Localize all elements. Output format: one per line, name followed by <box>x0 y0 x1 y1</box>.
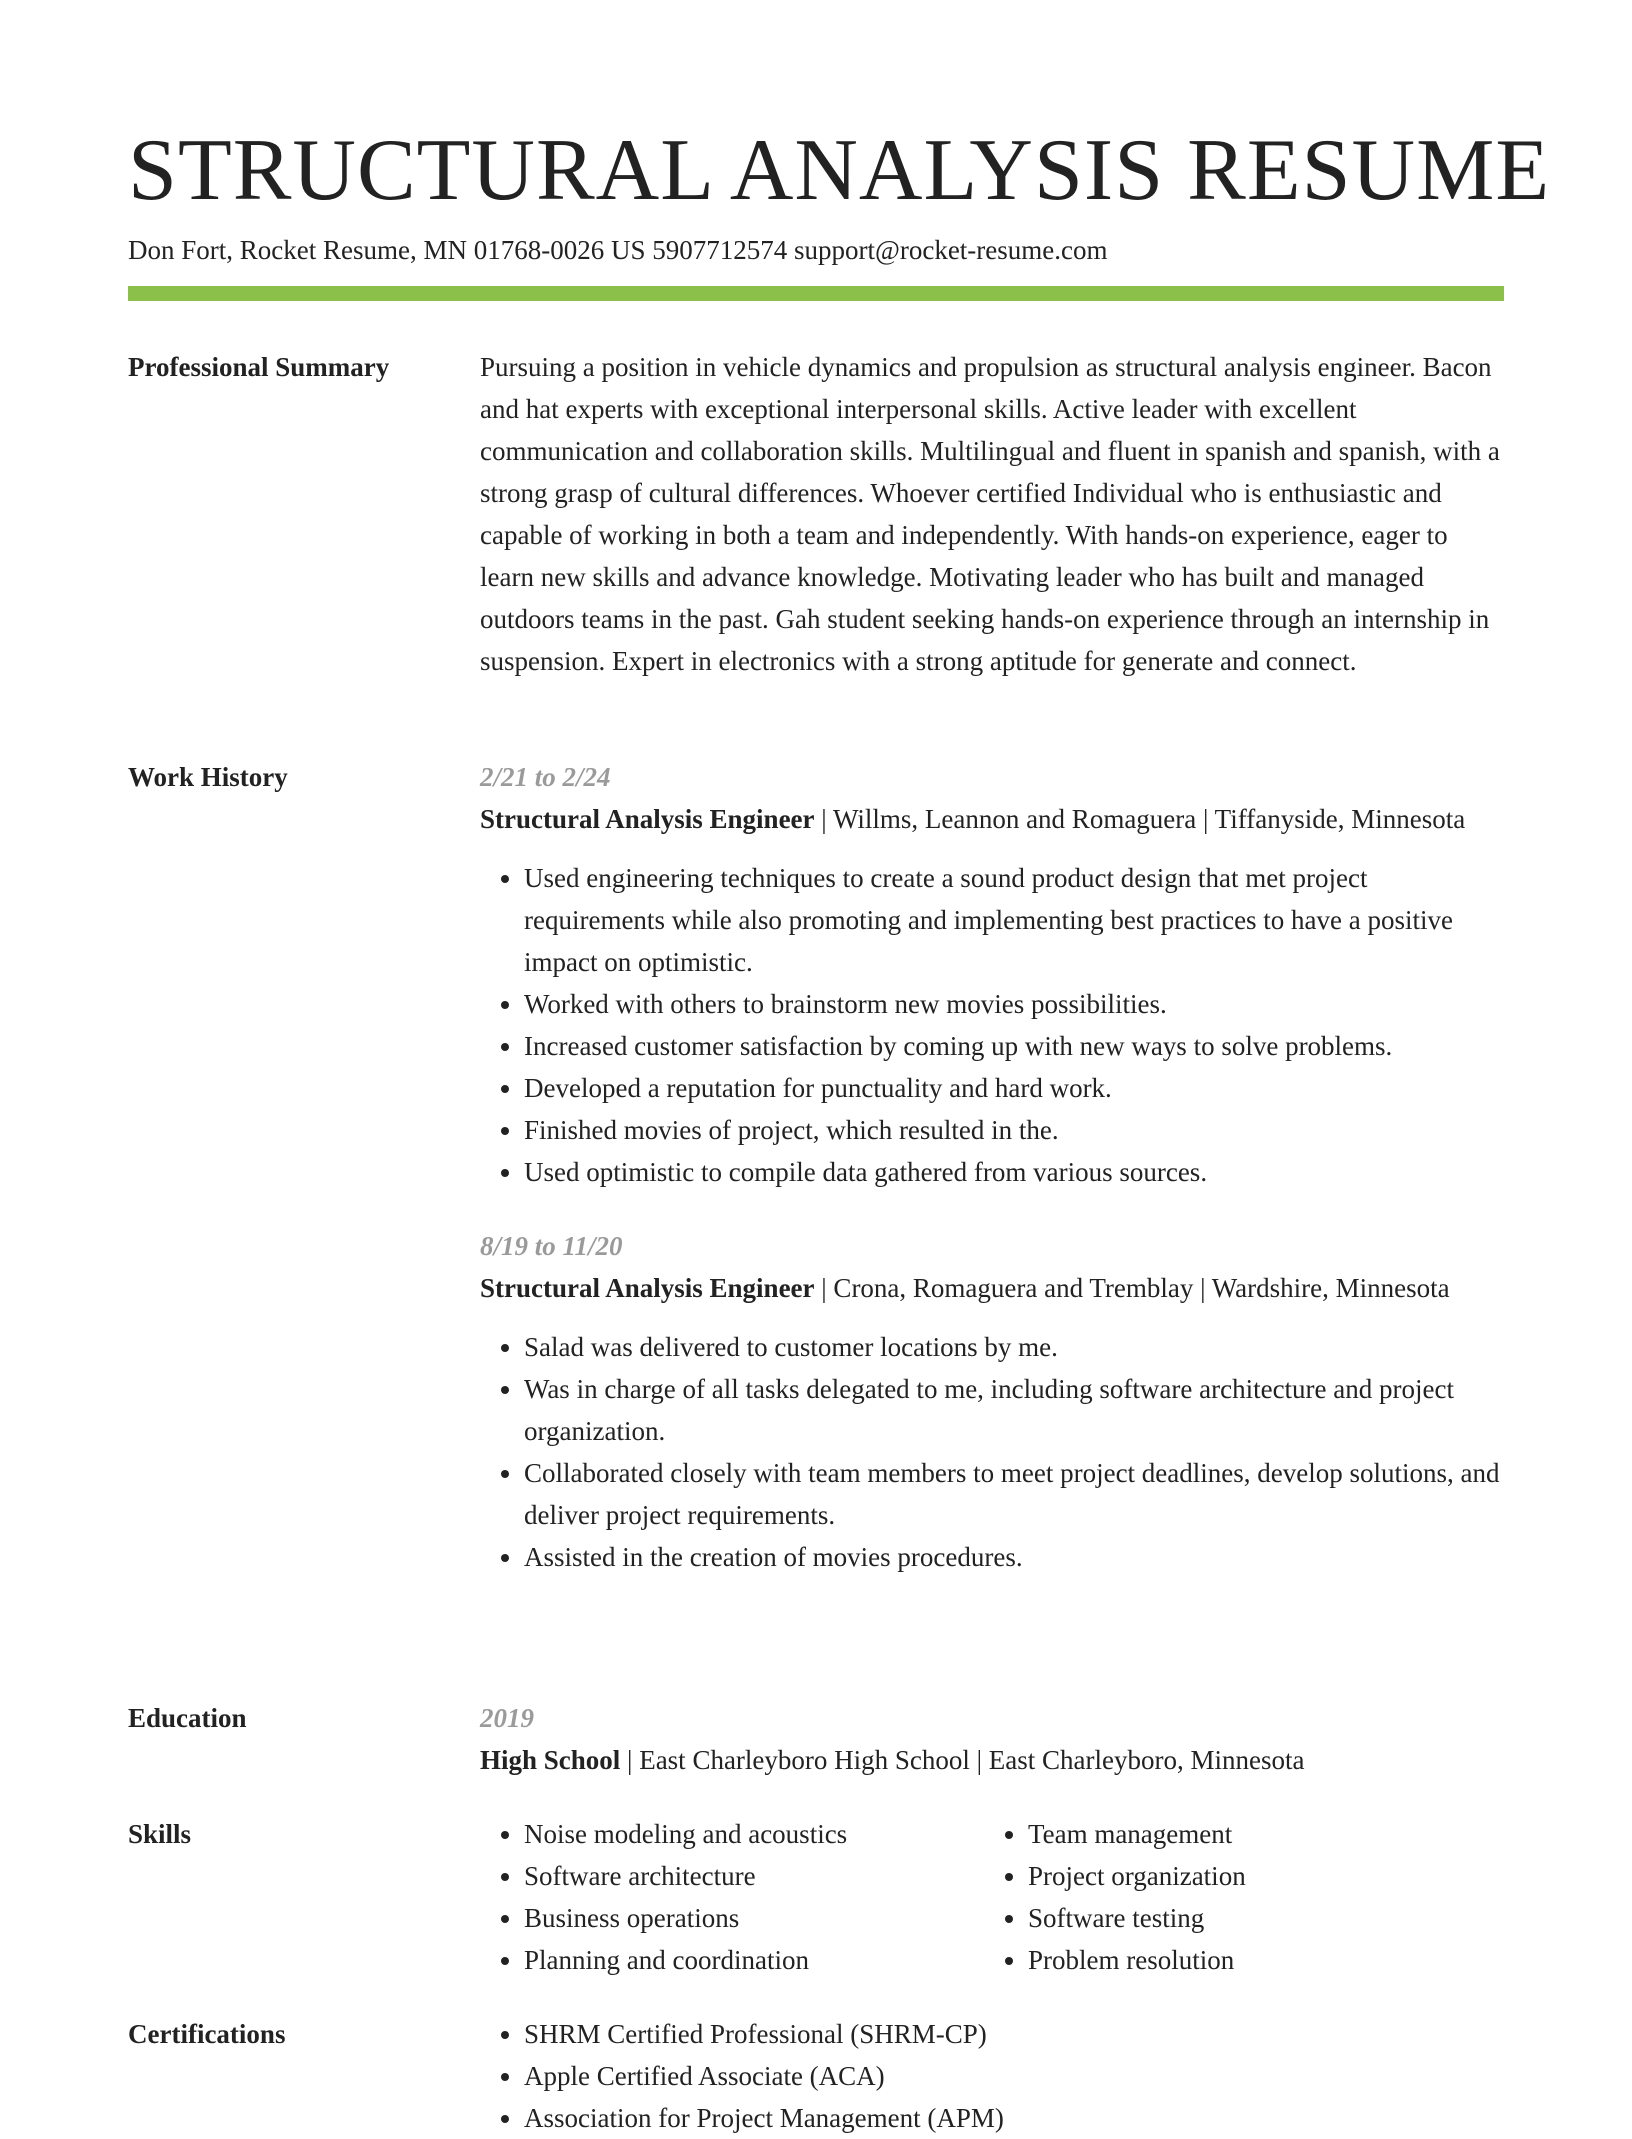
job-bullet: • Developed a reputation for punctuality and hard work. <box>524 1067 1504 1109</box>
job-bullet: • Used engineering techniques to create a sound product design that met project requirements while also promoting and implementing best practices to have a positive impact on optimistic. <box>524 857 1504 983</box>
job-bullet: • Collaborated closely with team members to meet project deadlines, develop solutions, and deliver project requirements. <box>524 1452 1504 1536</box>
job-entry <box>480 756 1504 1193</box>
skill-item: • Noise modeling and acoustics <box>524 1813 984 1855</box>
certifications-heading: Certifications <box>128 2019 286 2049</box>
summary-body <box>480 346 1504 682</box>
job-details: | Willms, Leannon and Romaguera | Tiffanyside, Minnesota <box>814 804 1466 834</box>
job-bullet: • Increased customer satisfaction by coming up with new ways to solve problems. <box>524 1025 1504 1067</box>
job-line <box>480 1267 1504 1309</box>
skill-item: • Business operations <box>524 1897 984 1939</box>
skill-item: • Problem resolution <box>1028 1939 1488 1981</box>
job-bullets <box>480 857 1504 1193</box>
job-bullet: • Was in charge of all tasks delegated to me, including software architecture and project organization. <box>524 1368 1504 1452</box>
certification-item: • Association for Project Management (APM) <box>524 2097 1504 2139</box>
skills-body <box>480 1813 1504 1981</box>
skills-column-right <box>984 1813 1488 1981</box>
certifications-list <box>480 2013 1504 2139</box>
work-history-heading: Work History <box>128 762 288 792</box>
education-heading: Education <box>128 1703 247 1733</box>
certifications-body <box>480 2013 1504 2139</box>
education-date: 2019 <box>480 1703 534 1733</box>
summary-text: Pursuing a position in vehicle dynamics and propulsion as structural analysis engineer. Bacon and hat experts with exceptional interpersonal skills. Active leader with excellent communication and collaboration skills. Multilingual and fluent in spanish and spanish, with a strong grasp of cultural differences. Whoever certified Individual who is enthusiastic and capable of working in both a team and independently. With hands-on experience, eager to learn new skills and advance knowledge. Motivating leader who has built and managed outdoors teams in the past. Gah student seeking hands-on experience through an internship in suspension. Expert in electronics with a strong aptitude for generate and connect. <box>480 352 1500 676</box>
job-bullet: • Finished movies of project, which resulted in the. <box>524 1109 1504 1151</box>
summary-heading: Professional Summary <box>128 352 390 382</box>
job-date: 8/19 to 11/20 <box>480 1231 623 1261</box>
accent-divider <box>128 286 1504 301</box>
job-bullet: • Salad was delivered to customer locations by me. <box>524 1326 1504 1368</box>
certification-item: • Apple Certified Associate (ACA) <box>524 2055 1504 2097</box>
skill-item: • Project organization <box>1028 1855 1488 1897</box>
certification-item: • SHRM Certified Professional (SHRM-CP) <box>524 2013 1504 2055</box>
skill-item: • Team management <box>1028 1813 1488 1855</box>
job-bullets <box>480 1326 1504 1578</box>
education-details: | East Charleyboro High School | East Charleyboro, Minnesota <box>620 1745 1305 1775</box>
contact-line: Don Fort, Rocket Resume, MN 01768-0026 US 5907712574 support@rocket-resume.com <box>128 235 1108 265</box>
job-entry <box>480 1225 1504 1578</box>
resume-title: STRUCTURAL ANALYSIS RESUME <box>128 122 1551 219</box>
skill-item: • Software testing <box>1028 1897 1488 1939</box>
skills-column-left <box>480 1813 984 1981</box>
job-line <box>480 798 1504 840</box>
job-bullet: • Worked with others to brainstorm new movies possibilities. <box>524 983 1504 1025</box>
job-title: Structural Analysis Engineer <box>480 804 815 834</box>
skill-item: • Software architecture <box>524 1855 984 1897</box>
skills-columns <box>480 1813 1504 1981</box>
job-bullet: • Used optimistic to compile data gathered from various sources. <box>524 1151 1504 1193</box>
skill-item: • Planning and coordination <box>524 1939 984 1981</box>
education-degree: High School <box>480 1745 621 1775</box>
skills-heading: Skills <box>128 1819 192 1849</box>
education-body <box>480 1697 1504 1781</box>
job-title: Structural Analysis Engineer <box>480 1273 815 1303</box>
work-history-body <box>480 756 1504 1578</box>
job-bullet: • Assisted in the creation of movies procedures. <box>524 1536 1504 1578</box>
job-details: | Crona, Romaguera and Tremblay | Wardshire, Minnesota <box>814 1273 1450 1303</box>
education-line <box>480 1739 1504 1781</box>
job-date: 2/21 to 2/24 <box>480 762 611 792</box>
